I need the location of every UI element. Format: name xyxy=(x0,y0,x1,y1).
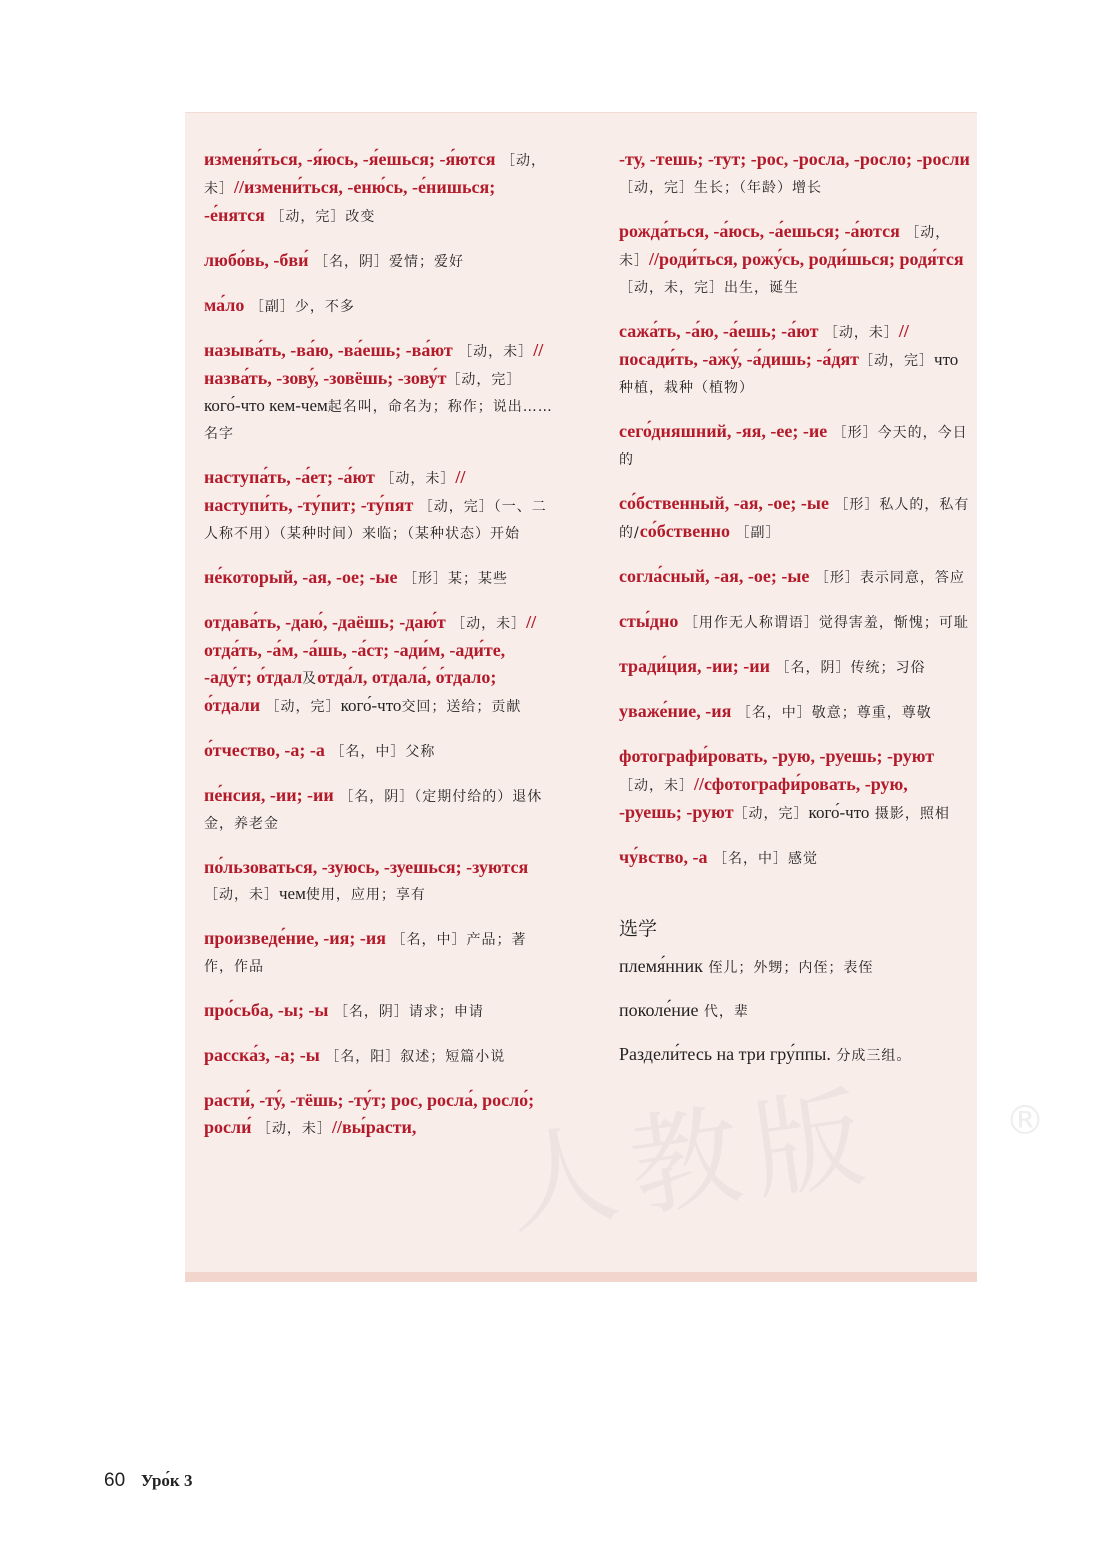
chinese-gloss: ［名，阴］传统；习俗 xyxy=(770,660,926,676)
headword: наступа́ть, -а́ет; -а́ют xyxy=(204,467,375,487)
headword: о́тчество, -а; -а xyxy=(204,740,325,760)
chinese-gloss: ［副］少，不多 xyxy=(244,299,355,315)
vocab-entry xyxy=(619,418,971,473)
vocab-entry xyxy=(619,953,971,981)
vocab-entry xyxy=(204,247,556,275)
headword: //вы́расти, xyxy=(331,1117,417,1137)
chinese-gloss: ［名，中］感觉 xyxy=(707,851,818,867)
chinese-gloss: ［动，未］ xyxy=(452,344,534,360)
watermark: 人教版 xyxy=(499,1071,886,1251)
chinese-gloss: 侄儿；外甥；内侄；表侄 xyxy=(702,960,874,976)
chinese-gloss: ［动，未］ xyxy=(818,325,899,341)
vocab-entry xyxy=(204,1087,556,1142)
vocabulary-panel xyxy=(185,112,1045,1282)
vocab-entry xyxy=(204,292,556,320)
vocab-entry xyxy=(204,146,556,230)
headword: изменя́ться, -я́юсь, -я́ешься; -я́ются xyxy=(204,149,496,169)
chinese-gloss: ［名，中］产品；著作，作品 xyxy=(204,932,527,975)
chinese-gloss: ［动，完］ xyxy=(859,353,935,369)
chinese-gloss: ［名，阴］（定期付给的）退休金，养老金 xyxy=(204,789,543,832)
vocab-entry xyxy=(204,1042,556,1070)
headword: рожда́ться, -а́юсь, -а́ешься; -а́ются xyxy=(619,221,900,241)
chinese-gloss: ［动，未］ xyxy=(204,153,546,197)
headword: со́бственно xyxy=(639,521,730,541)
headword: //измени́ться, -еню́сь, -е́нишься; -е́нятся xyxy=(204,177,496,225)
chinese-gloss: ［形］私人的，私有的/ xyxy=(619,497,970,541)
chinese-gloss: 交回；送给；贡献 xyxy=(401,699,522,715)
chinese-gloss: ［动，完］ xyxy=(260,699,341,715)
headword: //отда́ть, -а́м, -а́шь, -а́ст; -ади́м, -ади́те, -аду́т; о́тдал xyxy=(204,612,537,687)
headword: чу́вство, -а xyxy=(619,847,708,867)
chinese-gloss: ［形］某；某些 xyxy=(397,571,508,587)
headword: пе́нсия, -ии; -ии xyxy=(204,785,334,805)
headword: сего́дняшний, -яя, -ее; -ие xyxy=(619,421,828,441)
headword: уваже́ние, -ия xyxy=(619,701,732,721)
russian-text: кого́-что xyxy=(340,696,402,715)
headword: отдава́ть, -даю́, -даёшь; -даю́т xyxy=(204,612,446,632)
watermark-registered-mark: ® xyxy=(1005,1098,1045,1144)
chinese-gloss: ［名，阴］爱情；爱好 xyxy=(308,254,464,270)
headword: сты́дно xyxy=(619,611,679,631)
headword: любо́вь, -бви́ xyxy=(204,250,309,270)
chinese-gloss: ［动，未］ xyxy=(204,887,279,903)
chinese-gloss: ［动，未，完］出生，诞生 xyxy=(619,280,799,296)
headword: //роди́ться, рожу́сь, роди́шься; родя́тся xyxy=(649,249,964,269)
headword: ма́ло xyxy=(204,295,245,315)
chinese-gloss: ［动，未］ xyxy=(445,616,527,632)
russian-text: что xyxy=(934,350,959,369)
vocab-entry xyxy=(204,609,556,720)
chinese-gloss: ［用作无人称谓语］觉得害羞，惭愧；可耻 xyxy=(678,615,969,631)
right-column-entries xyxy=(619,146,971,872)
chinese-gloss: ［名，阴］请求；申请 xyxy=(328,1004,484,1020)
vocab-entry xyxy=(619,490,971,546)
headword: расска́з, -а; -ы xyxy=(204,1045,320,1065)
vocab-entry xyxy=(619,608,971,636)
chinese-gloss: 分成三组。 xyxy=(830,1048,912,1064)
headword: //назва́ть, -зову́, -зовёшь; -зову́т xyxy=(204,340,544,388)
headword: фотографи́ровать, -рую, -руешь; -руют xyxy=(619,746,935,766)
headword: тради́ция, -ии; -ии xyxy=(619,656,770,676)
headword: не́который, -ая, -ое; -ые xyxy=(204,567,398,587)
headword: согла́сный, -ая, -ое; -ые xyxy=(619,566,810,586)
headword: // посади́ть, -ажу́, -а́дишь; -а́дят xyxy=(619,321,909,369)
vocab-entry xyxy=(204,854,556,908)
chinese-gloss: ［动，完］ xyxy=(446,372,522,388)
vocab-entry xyxy=(619,653,971,681)
headword: со́бственный, -ая, -ое; -ые xyxy=(619,493,829,513)
headword: произведе́ние, -ия; -ия xyxy=(204,928,386,948)
page-footer xyxy=(104,1470,192,1492)
vocab-entry xyxy=(619,698,971,726)
headword: расти́, -ту́, -тёшь; -ту́т; рос, росла́, росло́; росли́ xyxy=(204,1090,535,1137)
headword: //сфотографи́ровать, -рую, -руешь; -руют xyxy=(619,774,908,822)
vocab-entry xyxy=(619,563,971,591)
chinese-gloss: 摄影，照相 xyxy=(869,806,950,822)
vocab-entry xyxy=(204,337,556,447)
page-number: 60 xyxy=(104,1470,126,1491)
chinese-gloss: 代，辈 xyxy=(698,1004,749,1020)
headword: называ́ть, -ва́ю, -ва́ешь; -ва́ют xyxy=(204,340,453,360)
elective-section-title: 选学 xyxy=(619,918,658,940)
russian-text: племя́нник xyxy=(619,956,703,976)
chinese-gloss: ［动，未］ xyxy=(251,1121,332,1137)
chinese-gloss: 及 xyxy=(302,671,318,687)
headword: про́сьба, -ы; -ы xyxy=(204,1000,329,1020)
russian-text: кого́-что xyxy=(808,803,870,822)
chinese-gloss: ［名，中］敬意；尊重，尊敬 xyxy=(731,705,932,721)
lesson-label: Уро́к 3 xyxy=(140,1471,193,1490)
vocab-entry xyxy=(619,318,971,401)
chinese-gloss: 种植，栽种（植物） xyxy=(619,380,754,396)
russian-text: поколе́ние xyxy=(619,1000,699,1020)
vocab-entry xyxy=(204,782,556,837)
chinese-gloss: ［动，未］ xyxy=(374,471,456,487)
left-column xyxy=(204,146,556,1159)
russian-text: Раздели́тесь на три гру́ппы. xyxy=(619,1044,831,1064)
chinese-gloss: ［动，完］改变 xyxy=(264,209,376,225)
chinese-gloss: ［名，阳］叙述；短篇小说 xyxy=(319,1049,506,1065)
chinese-gloss: ［动，完］ xyxy=(733,806,809,822)
chinese-gloss: ［动，完］（一、二人称不用）（某种时间）来临；（某种状态）开始 xyxy=(204,499,547,542)
headword: // наступи́ть, -ту́пит; -ту́пят xyxy=(204,467,466,515)
chinese-gloss: 使用，应用；享有 xyxy=(305,887,426,903)
elective-list xyxy=(619,953,971,1069)
headword: отда́л, отдала́, о́тдало; о́тдали xyxy=(204,667,497,715)
right-column xyxy=(619,146,971,1085)
vocab-entry xyxy=(619,146,971,201)
vocab-entry xyxy=(204,997,556,1025)
russian-text: чем xyxy=(279,884,306,903)
vocab-entry xyxy=(619,844,971,872)
vocab-entry xyxy=(204,564,556,592)
chinese-gloss: ［形］今天的，今日的 xyxy=(619,425,968,468)
russian-text: кого́-что кем-чем xyxy=(204,396,328,415)
chinese-gloss: ［动，未］ xyxy=(619,778,694,794)
vocab-entry xyxy=(619,1041,971,1069)
vocab-entry xyxy=(619,218,971,301)
chinese-gloss: ［动，完］生长；（年龄）增长 xyxy=(619,180,822,196)
vocab-entry xyxy=(619,743,971,827)
vocab-entry xyxy=(204,737,556,765)
vocab-entry xyxy=(204,925,556,980)
chinese-gloss: ［副］ xyxy=(730,525,781,541)
chinese-gloss: ［名，中］父称 xyxy=(324,744,436,760)
chinese-gloss: ［动，未］ xyxy=(619,225,951,269)
vocab-entry xyxy=(619,997,971,1025)
chinese-gloss: ［形］表示同意，答应 xyxy=(809,570,965,586)
vocab-entry xyxy=(204,464,556,547)
headword: по́льзоваться, -зуюсь, -зуешься; -зуются xyxy=(204,857,529,877)
headword: -ту, -тешь; -тут; -рос, -росла, -росло; -росли xyxy=(619,149,970,169)
chinese-gloss: 起名叫，命名为；称作；说出……名字 xyxy=(204,399,553,442)
headword: сажа́ть, -а́ю, -а́ешь; -а́ют xyxy=(619,321,819,341)
